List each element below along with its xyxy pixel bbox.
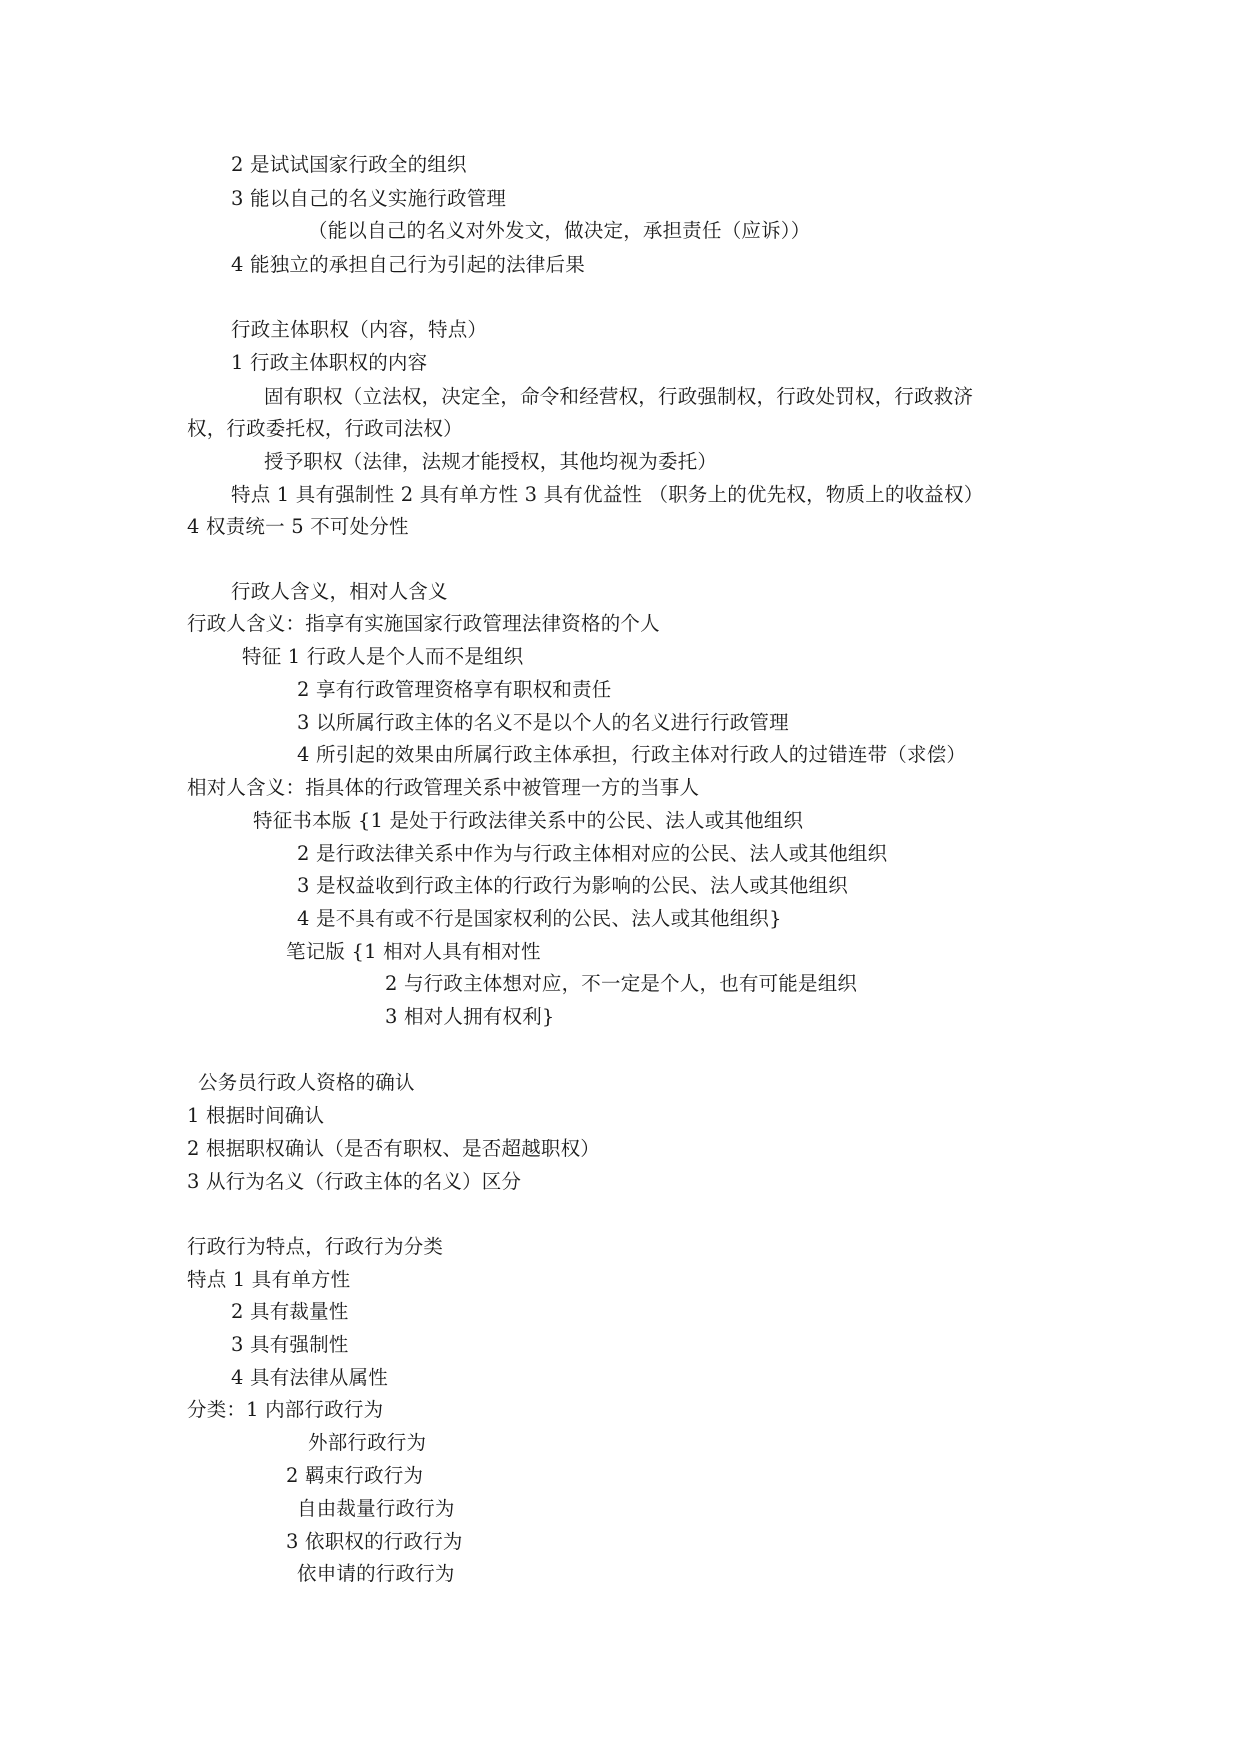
acts-trait-2: 2 具有裁量性	[231, 1300, 349, 1323]
counterpart-note-feature-1: 笔记版 {1 相对人具有相对性	[286, 940, 541, 963]
acts-trait-1: 特点 1 具有单方性	[187, 1268, 351, 1291]
acts-category-2a: 2 羁束行政行为	[286, 1464, 424, 1487]
counterpart-note-feature-2: 2 与行政主体想对应，不一定是个人，也有可能是组织	[385, 972, 858, 995]
acts-category-2b: 自由裁量行政行为	[297, 1497, 455, 1520]
admin-person-feature-1: 特征 1 行政人是个人而不是组织	[242, 645, 524, 668]
powers-content-subheading: 1 行政主体职权的内容	[231, 351, 428, 374]
inherent-powers-line-2: 权，行政委托权，行政司法权）	[187, 417, 463, 440]
acts-category-3b: 依申请的行政行为	[297, 1562, 455, 1585]
counterpart-note-feature-3: 3 相对人拥有权利}	[385, 1005, 555, 1028]
subject-item-2: 2 是试试国家行政全的组织	[231, 153, 467, 176]
counterpart-book-feature-2: 2 是行政法律关系中作为与行政主体相对应的公民、法人或其他组织	[297, 842, 888, 865]
acts-trait-3: 3 具有强制性	[231, 1333, 349, 1356]
subject-item-3-note: （能以自己的名义对外发文，做决定，承担责任（应诉））	[308, 219, 811, 242]
counterpart-book-feature-3: 3 是权益收到行政主体的行政行为影响的公民、法人或其他组织	[297, 874, 848, 897]
admin-person-feature-3: 3 以所属行政主体的名义不是以个人的名义进行行政管理	[297, 711, 789, 734]
subject-item-3: 3 能以自己的名义实施行政管理	[231, 187, 507, 210]
powers-traits-line-2: 4 权责统一 5 不可处分性	[187, 515, 409, 538]
admin-person-feature-4: 4 所引起的效果由所属行政主体承担，行政主体对行政人的过错连带（求偿）	[297, 743, 967, 766]
admin-person-definition: 行政人含义：指享有实施国家行政管理法律资格的个人	[187, 612, 660, 635]
acts-category-3a: 3 依职权的行政行为	[286, 1530, 463, 1553]
inherent-powers-line-1: 固有职权（立法权，决定全，命令和经营权，行政强制权，行政处罚权，行政救济	[264, 385, 974, 408]
counterpart-book-feature-4: 4 是不具有或不行是国家权利的公民、法人或其他组织}	[297, 907, 782, 930]
subject-item-4: 4 能独立的承担自己行为引起的法律后果	[231, 253, 585, 276]
counterpart-book-feature-1: 特征书本版 {1 是处于行政法律关系中的公民、法人或其他组织	[253, 809, 804, 832]
granted-powers: 授予职权（法律，法规才能授权，其他均视为委托）	[264, 450, 718, 473]
admin-person-feature-2: 2 享有行政管理资格享有职权和责任	[297, 678, 612, 701]
civil-servant-criterion-3: 3 从行为名义（行政主体的名义）区分	[187, 1170, 522, 1193]
acts-category-1b: 外部行政行为	[308, 1431, 427, 1454]
civil-servant-heading: 公务员行政人资格的确认	[198, 1071, 415, 1094]
acts-heading: 行政行为特点，行政行为分类	[187, 1235, 444, 1258]
powers-heading: 行政主体职权（内容，特点）	[231, 318, 488, 341]
acts-category-1a: 分类：1 内部行政行为	[187, 1398, 384, 1421]
civil-servant-criterion-1: 1 根据时间确认	[187, 1104, 325, 1127]
civil-servant-criterion-2: 2 根据职权确认（是否有职权、是否超越职权）	[187, 1137, 601, 1160]
acts-trait-4: 4 具有法律从属性	[231, 1366, 388, 1389]
counterpart-definition: 相对人含义：指具体的行政管理关系中被管理一方的当事人	[187, 776, 700, 799]
powers-traits-line-1: 特点 1 具有强制性 2 具有单方性 3 具有优益性 （职务上的优先权，物质上的收益权）	[231, 483, 984, 506]
persons-heading: 行政人含义，相对人含义	[231, 580, 448, 603]
